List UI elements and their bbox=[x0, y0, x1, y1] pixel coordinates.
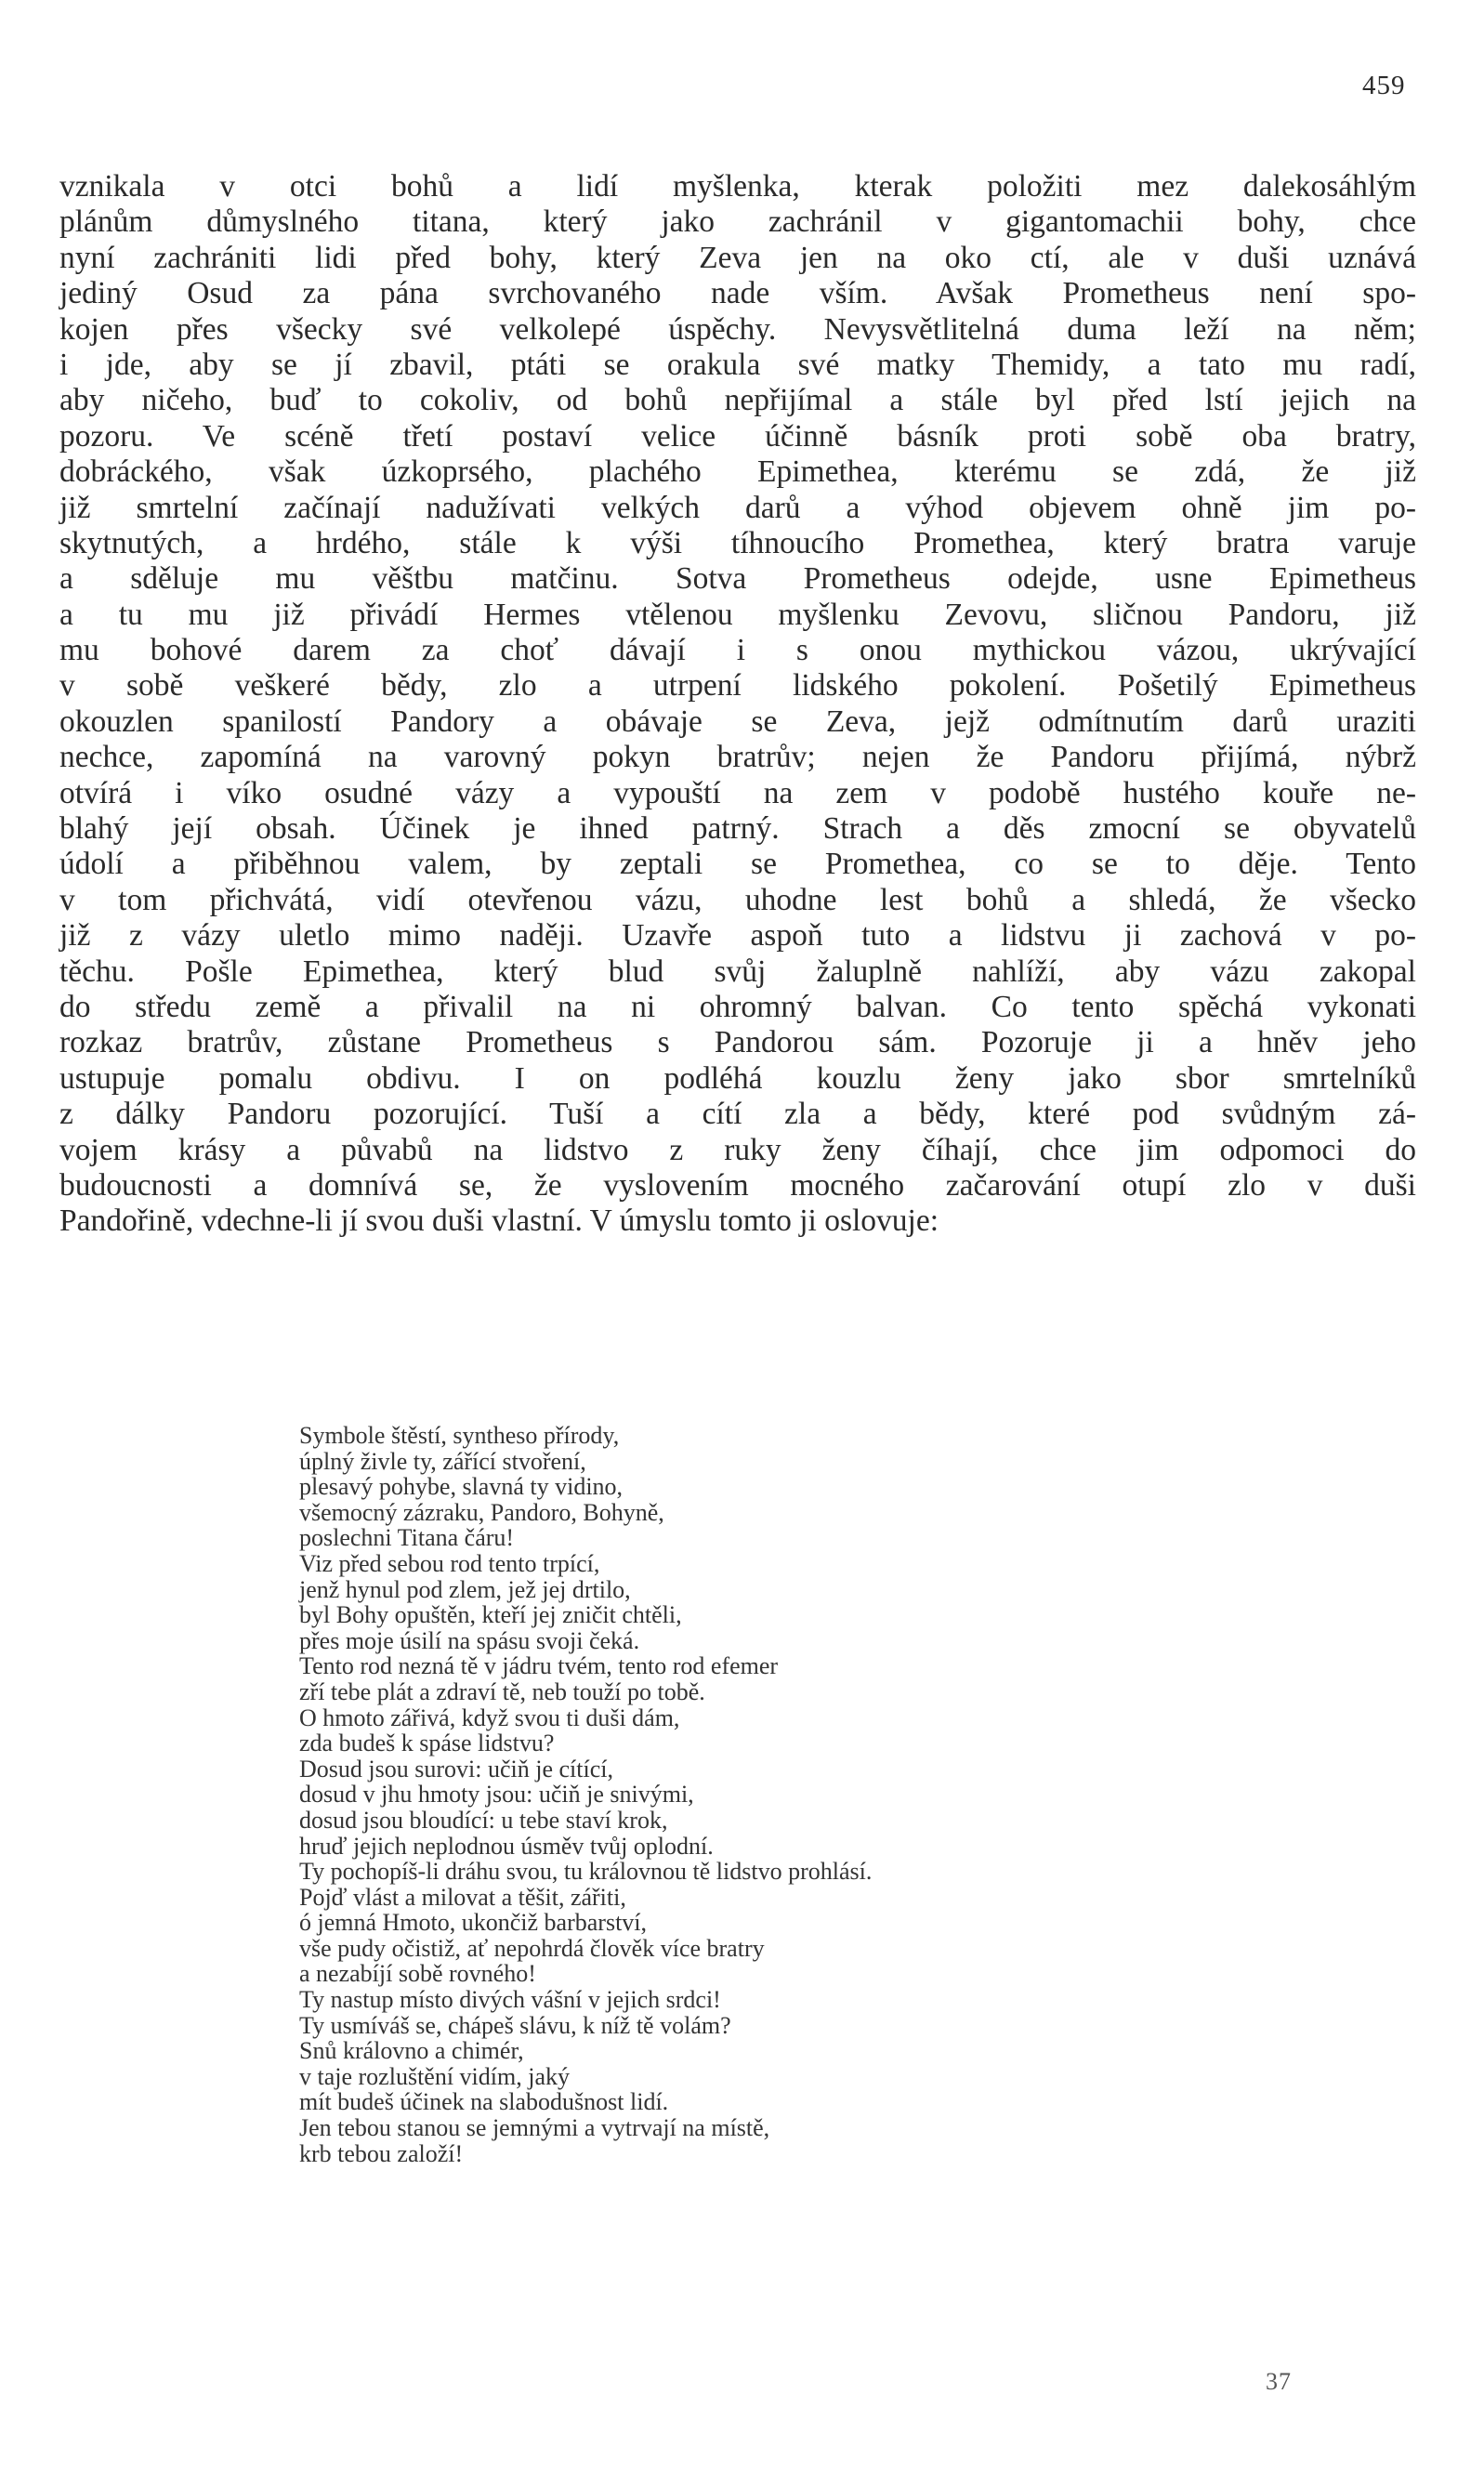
verse-line: Ty pochopíš-li dráhu svou, tu královnou tě lidstvo prohlásí. bbox=[299, 1858, 873, 1886]
verse-block bbox=[299, 1423, 1321, 2166]
prose-line: kojen přes všecky své velkolepé úspěchy. Nevysvětlitelná duma leží na něm; bbox=[59, 311, 1416, 347]
verse-line: hruď jejich neplodnou úsměv tvůj oplodní. bbox=[299, 1832, 714, 1860]
prose-line: vznikala v otci bohů a lidí myšlenka, kterak položiti mez dalekosáhlým bbox=[59, 169, 1416, 204]
verse-line: úplný živle ty, zářící stvoření, bbox=[299, 1447, 586, 1475]
prose-line: jediný Osud za pána svrchovaného nade vším. Avšak Prometheus není spo- bbox=[59, 276, 1416, 311]
prose-line: a sděluje mu věštbu matčinu. Sotva Prometheus odejde, usne Epimetheus bbox=[59, 561, 1416, 597]
prose-line: skytnutých, a hrdého, stále k výši tíhnoucího Promethea, který bratra varuje bbox=[59, 525, 1416, 560]
verse-line: v taje rozluštění vidím, jaký bbox=[299, 2062, 570, 2090]
prose-line: pozoru. Ve scéně třetí postaví velice účinně básník proti sobě oba bratry, bbox=[59, 418, 1416, 454]
prose-line: aby ničeho, buď to cokoliv, od bohů nepřijímal a stále byl před lstí jejich na bbox=[59, 383, 1416, 418]
verse-line: zda budeš k spáse lidstvu? bbox=[299, 1730, 555, 1757]
verse-line: Symbole štěstí, syntheso přírody, bbox=[299, 1422, 620, 1449]
verse-line: Snů královno a chimér, bbox=[299, 2037, 524, 2065]
prose-line: otvírá i víko osudné vázy a vypouští na zem v podobě hustého kouře ne- bbox=[59, 775, 1416, 810]
prose-line: nyní zachrániti lidi před bohy, který Zeva jen na oko ctí, ale v duši uznává bbox=[59, 240, 1416, 275]
prose-line: dobráckého, však úzkoprsého, plachého Epimethea, kterému se zdá, že již bbox=[59, 454, 1416, 490]
prose-line: v sobě veškeré bědy, zlo a utrpení lidského pokolení. Pošetilý Epimetheus bbox=[59, 668, 1416, 704]
verse-line: Jen tebou stanou se jemnými a vytrvají na místě, bbox=[299, 2114, 770, 2142]
page-number: 459 bbox=[1362, 71, 1406, 100]
verse-line: vše pudy očistiž, ať nepohrdá člověk více bratry bbox=[299, 1934, 765, 1962]
prose-line: do středu země a přivalil na ni ohromný balvan. Co tento spěchá vykonati bbox=[59, 989, 1416, 1024]
verse-line: poslechni Titana čáru! bbox=[299, 1524, 515, 1552]
verse-line: Dosud jsou surovi: učiň je cítící, bbox=[299, 1755, 613, 1782]
signature-mark: 37 bbox=[1266, 2368, 1292, 2395]
verse-line: zří tebe plát a zdraví tě, neb touží po tobě. bbox=[299, 1677, 705, 1705]
verse-line: ó jemná Hmoto, ukončiž barbarství, bbox=[299, 1909, 648, 1937]
prose-line: v tom přichvátá, vidí otevřenou vázu, uhodne lest bohů a shledá, že všecko bbox=[59, 882, 1416, 917]
prose-line: těchu. Pošle Epimethea, který blud svůj žaluplně nahlíží, aby vázu zakopal bbox=[59, 954, 1416, 989]
prose-line: rozkaz bratrův, zůstane Prometheus s Pandorou sám. Pozoruje ji a hněv jeho bbox=[59, 1025, 1416, 1060]
verse-line: mít budeš účinek na slabodušnost lidí. bbox=[299, 2088, 669, 2116]
verse-line: a nezabíjí sobě rovného! bbox=[299, 1960, 536, 1988]
verse-line: dosud v jhu hmoty jsou: učiň je snivými, bbox=[299, 1781, 694, 1809]
verse-line: Viz před sebou rod tento trpící, bbox=[299, 1549, 600, 1577]
verse-line: přes moje úsilí na spásu svoji čeká. bbox=[299, 1626, 640, 1654]
verse-line: dosud jsou bloudící: u tebe staví krok, bbox=[299, 1806, 668, 1834]
prose-line: ustupuje pomalu obdivu. I on podléhá kouzlu ženy jako sbor smrtelníků bbox=[59, 1060, 1416, 1096]
verse-line: jenž hynul pod zlem, jež jej drtilo, bbox=[299, 1575, 631, 1603]
prose-line: již smrtelní začínají nadužívati velkých darů a výhod objevem ohně jim po- bbox=[59, 490, 1416, 525]
verse-line: Tento rod nezná tě v jádru tvém, tento rod efemer bbox=[299, 1652, 779, 1680]
prose-line: i jde, aby se jí zbavil, ptáti se orakula své matky Themidy, a tato mu radí, bbox=[59, 347, 1416, 382]
prose-line: již z vázy uletlo mimo naději. Uzavře aspoň tuto a lidstvu ji zachová v po- bbox=[59, 918, 1416, 954]
verse-line: Ty usmíváš se, chápeš slávu, k níž tě volám? bbox=[299, 2011, 731, 2039]
prose-line: budoucnosti a domnívá se, že vyslovením mocného začarování otupí zlo v duši bbox=[59, 1167, 1416, 1203]
prose-line: z dálky Pandoru pozorující. Tuší a cítí zla a bědy, které pod svůdným zá- bbox=[59, 1097, 1416, 1132]
verse-line: všemocný zázraku, Pandoro, Bohyně, bbox=[299, 1498, 664, 1526]
verse-line: byl Bohy opuštěn, kteří jej zničit chtěli, bbox=[299, 1601, 682, 1629]
prose-line: okouzlen spanilostí Pandory a obávaje se Zeva, jejž odmítnutím darů uraziti bbox=[59, 704, 1416, 739]
verse-line: krb tebou založí! bbox=[299, 2139, 464, 2167]
verse-line: Pojď vlást a milovat a těšit, zářiti, bbox=[299, 1883, 626, 1911]
prose-line: blahý její obsah. Účinek je ihned patrný. Strach a děs zmocní se obyvatelů bbox=[59, 811, 1416, 847]
prose-line: Pandořině, vdechne-li jí svou duši vlastní. V úmyslu tomto ji oslovuje: bbox=[59, 1204, 939, 1239]
verse-line: plesavý pohybe, slavná ty vidino, bbox=[299, 1473, 624, 1501]
prose-line: vojem krásy a půvabů na lidstvo z ruky ženy číhají, chce jim odpomoci do bbox=[59, 1132, 1416, 1167]
verse-line: Ty nastup místo divých vášní v jejich srdci! bbox=[299, 1986, 721, 2014]
prose-line: nechce, zapomíná na varovný pokyn bratrův; nejen že Pandoru přijímá, nýbrž bbox=[59, 740, 1416, 775]
prose-line: údolí a přiběhnou valem, by zeptali se Promethea, co se to děje. Tento bbox=[59, 847, 1416, 882]
prose-line: a tu mu již přivádí Hermes vtělenou myšlenku Zevovu, sličnou Pandoru, již bbox=[59, 597, 1416, 632]
prose-body bbox=[59, 169, 1416, 1240]
prose-line: plánům důmyslného titana, který jako zachránil v gigantomachii bohy, chce bbox=[59, 204, 1416, 240]
prose-line: mu bohové darem za choť dávají i s onou mythickou vázou, ukrývající bbox=[59, 633, 1416, 668]
verse-line: O hmoto zářivá, když svou ti duši dám, bbox=[299, 1703, 680, 1731]
